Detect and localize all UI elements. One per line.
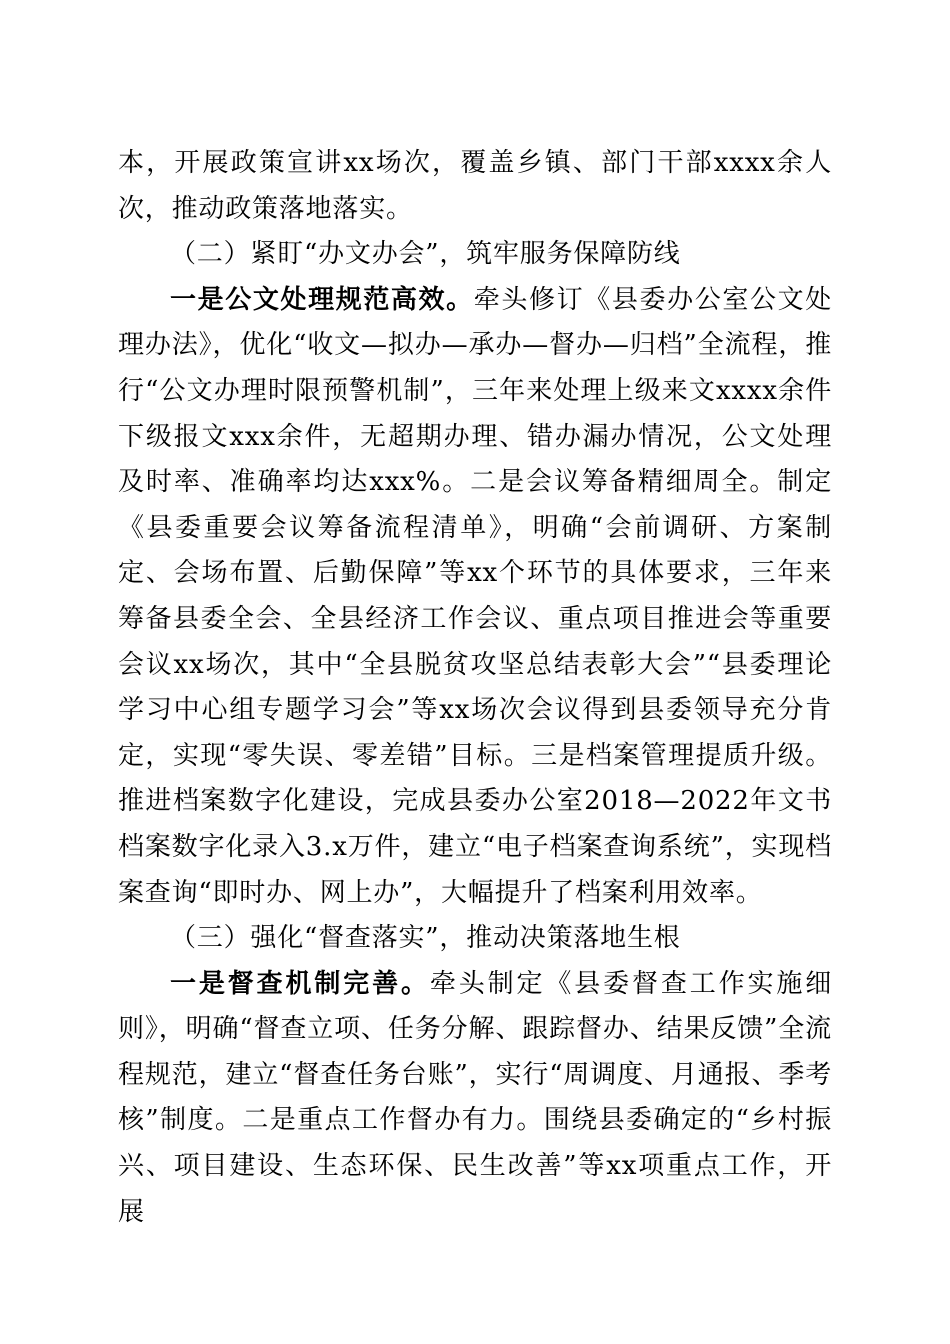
paragraph-text: 本，开展政策宣讲xx场次，覆盖乡镇、部门干部xxxx余人次，推动政策落地落实。 [118,148,832,224]
paragraph-lead: 一是公文处理规范高效。 [170,284,474,315]
section-heading-text: （三）强化“督查落实”，推动决策落地生根 [170,923,681,954]
section-heading-two [118,232,832,278]
section-heading-text: （二）紧盯“办文办会”，筑牢服务保障防线 [170,239,681,270]
paragraph-text: 牵头修订《县委办公室公文处理办法》，优化“收文—拟办—承办—督办—归档”全流程，推行“公文办理时限预警机制”，三年来处理上级来文xxxx余件下级报文xxx余件，无超期办理、错办漏办情况，公文处理及时率、准确率均达xxx%。二是会议筹备精细周全。制定《县委重要会议筹备流程清单》，明确“会前调研、方案制定、会场布置、后勤保障”等xx个环节的具体要求，三年来筹备县委全会、全县经济工作会议、重点项目推进会等重要会议xx场次，其中“全县脱贫攻坚总结表彰大会”“县委理论学习中心组专题学习会”等xx场次会议得到县委领导充分肯定，实现“零失误、零差错”目标。三是档案管理提质升级。推进档案数字化建设，完成县委办公室2018—2022年文书档案数字化录入3.x万件，建立“电子档案查询系统”，实现档案查询“即时办、网上办”，大幅提升了档案利用效率。 [118,284,832,908]
paragraph-text: 牵头制定《县委督查工作实施细则》，明确“督查立项、任务分解、跟踪督办、结果反馈”全流程规范，建立“督查任务台账”，实行“周调度、月通报、季考核”制度。二是重点工作督办有力。围绕县委确定的“乡村振兴、项目建设、生态环保、民生改善”等xx项重点工作，开展 [118,968,833,1227]
paragraph-document-meeting-archive [118,278,832,916]
paragraph-supervision [118,962,832,1236]
paragraph-lead: 一是督查机制完善。 [170,968,430,999]
paragraph-continuation [118,141,832,232]
document-body [118,141,832,1235]
section-heading-three [118,916,832,962]
